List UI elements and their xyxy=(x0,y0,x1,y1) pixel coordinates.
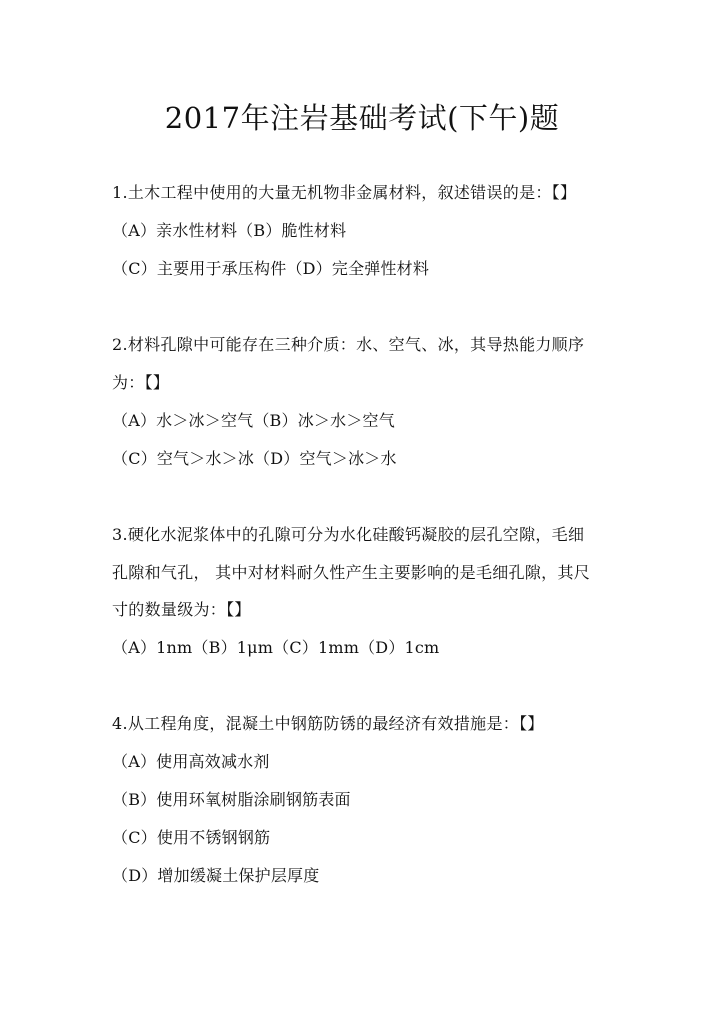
question-4-option-b: （B）使用环氧树脂涂刷钢筋表面 xyxy=(112,790,351,809)
question-3-stem-line-1: 3.硬化水泥浆体中的孔隙可分为水化硅酸钙凝胶的层孔空隙，毛细 xyxy=(112,525,585,544)
question-4-option-d: （D）增加缓凝土保护层厚度 xyxy=(112,866,320,885)
question-2-stem-line-1: 2.材料孔隙中可能存在三种介质：水、空气、冰，其导热能力顺序 xyxy=(112,335,585,354)
question-3-stem-line-3: 寸的数量级为：【】 xyxy=(112,600,251,619)
question-4-stem: 4.从工程角度，混凝土中钢筋防锈的最经济有效措施是：【】 xyxy=(112,714,544,733)
question-1-options-row-2: （C）主要用于承压构件（D）完全弹性材料 xyxy=(112,259,430,278)
question-1-options-row-1: （A）亲水性材料（B）脆性材料 xyxy=(112,221,347,240)
question-2-options-row-2: （C）空气＞水＞冰（D）空气＞冰＞水 xyxy=(112,449,397,468)
question-3-options-row-1: （A）1nm（B）1μm（C）1mm（D）1cm xyxy=(112,638,440,657)
question-4-option-c: （C）使用不锈钢钢筋 xyxy=(112,828,271,847)
question-2-options-row-1: （A）水＞冰＞空气（B）冰＞水＞空气 xyxy=(112,411,395,430)
question-3-stem-line-2: 孔隙和气孔， 其中对材料耐久性产生主要影响的是毛细孔隙，其尺 xyxy=(112,563,591,582)
question-1-stem: 1.土木工程中使用的大量无机物非金属材料，叙述错误的是：【】 xyxy=(112,183,577,202)
exam-title: 2017年注岩基础考试(下午)题 xyxy=(164,101,560,135)
question-2-stem-line-2: 为：【】 xyxy=(112,373,170,392)
question-4-option-a: （A）使用高效减水剂 xyxy=(112,752,270,771)
